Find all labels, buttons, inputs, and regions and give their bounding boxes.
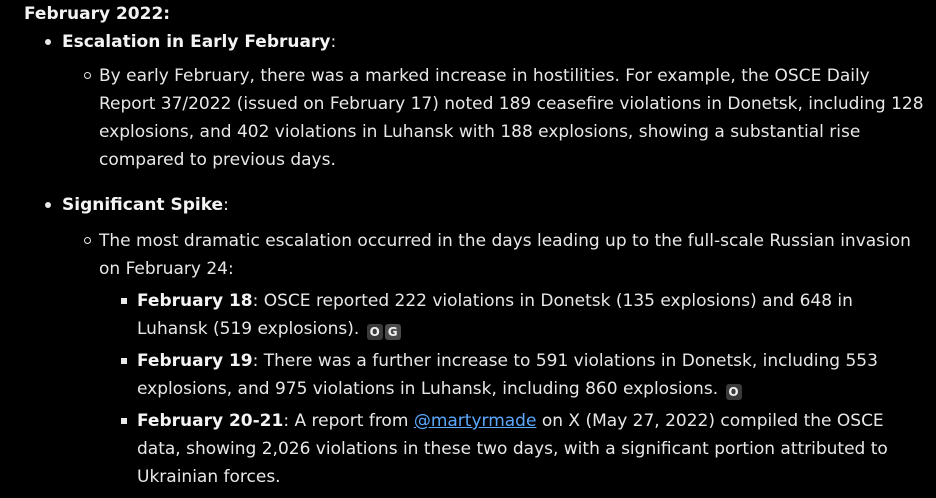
item-february-19 [137, 347, 927, 403]
item-february-18 [137, 287, 927, 343]
bullet-escalation [62, 28, 922, 56]
bullet-square-icon [121, 418, 127, 424]
item-date-label: February 18 [137, 291, 253, 311]
bullet-colon: : [223, 195, 229, 215]
source-g-icon[interactable]: G [385, 324, 401, 340]
bullet-square-icon [121, 358, 127, 364]
sub-bullet-early-february [99, 62, 924, 174]
bullet-colon: : [330, 32, 337, 52]
sub-bullet-dramatic-escalation [99, 227, 924, 283]
bullet-ring-icon [84, 237, 91, 244]
source-o-icon[interactable]: O [726, 384, 742, 400]
item-text: : There was a further increase to 591 violations in Donetsk, including 553 explosions, and 975 violations in Luhansk, including 860 explosions. [137, 351, 878, 399]
bullet-dot-icon [45, 202, 51, 208]
bullet-square-icon [121, 298, 127, 304]
sub-bullet-text: The most dramatic escalation occurred in the days leading up to the full-scale Russian invasion on February 24: [99, 231, 911, 279]
bullet-dot-icon [45, 39, 51, 45]
item-february-20-21 [137, 407, 927, 491]
item-text-before: : A report from [283, 411, 414, 431]
bullet-title: Significant Spike [62, 195, 224, 215]
martyrmade-link[interactable]: @martyrmade [413, 411, 537, 431]
source-o-icon[interactable]: O [367, 324, 383, 340]
bullet-title: Escalation in Early February [62, 32, 331, 52]
bullet-significant-spike [62, 191, 922, 219]
item-date-label: February 19 [137, 351, 253, 371]
item-text-after: on X (May 27, 2022) compiled the OSCE data, showing 2,026 violations in these two days, with a significant portion attributed to Ukrainian forces. [137, 411, 888, 487]
sub-bullet-text: By early February, there was a marked increase in hostilities. For example, the OSCE Daily Report 37/2022 (issued on February 17) noted 189 ceasefire violations in Donetsk, including 128 explosions, and 402 violations in Luhansk with 188 explosions, showing a substantial rise compared to previous days. [99, 66, 924, 170]
section-heading: February 2022: [24, 4, 171, 24]
item-date-label: February 20-21 [137, 411, 284, 431]
bullet-ring-icon [84, 72, 91, 79]
item-text: : OSCE reported 222 violations in Donetsk (135 explosions) and 648 in Luhansk (519 explosions). [137, 291, 853, 339]
